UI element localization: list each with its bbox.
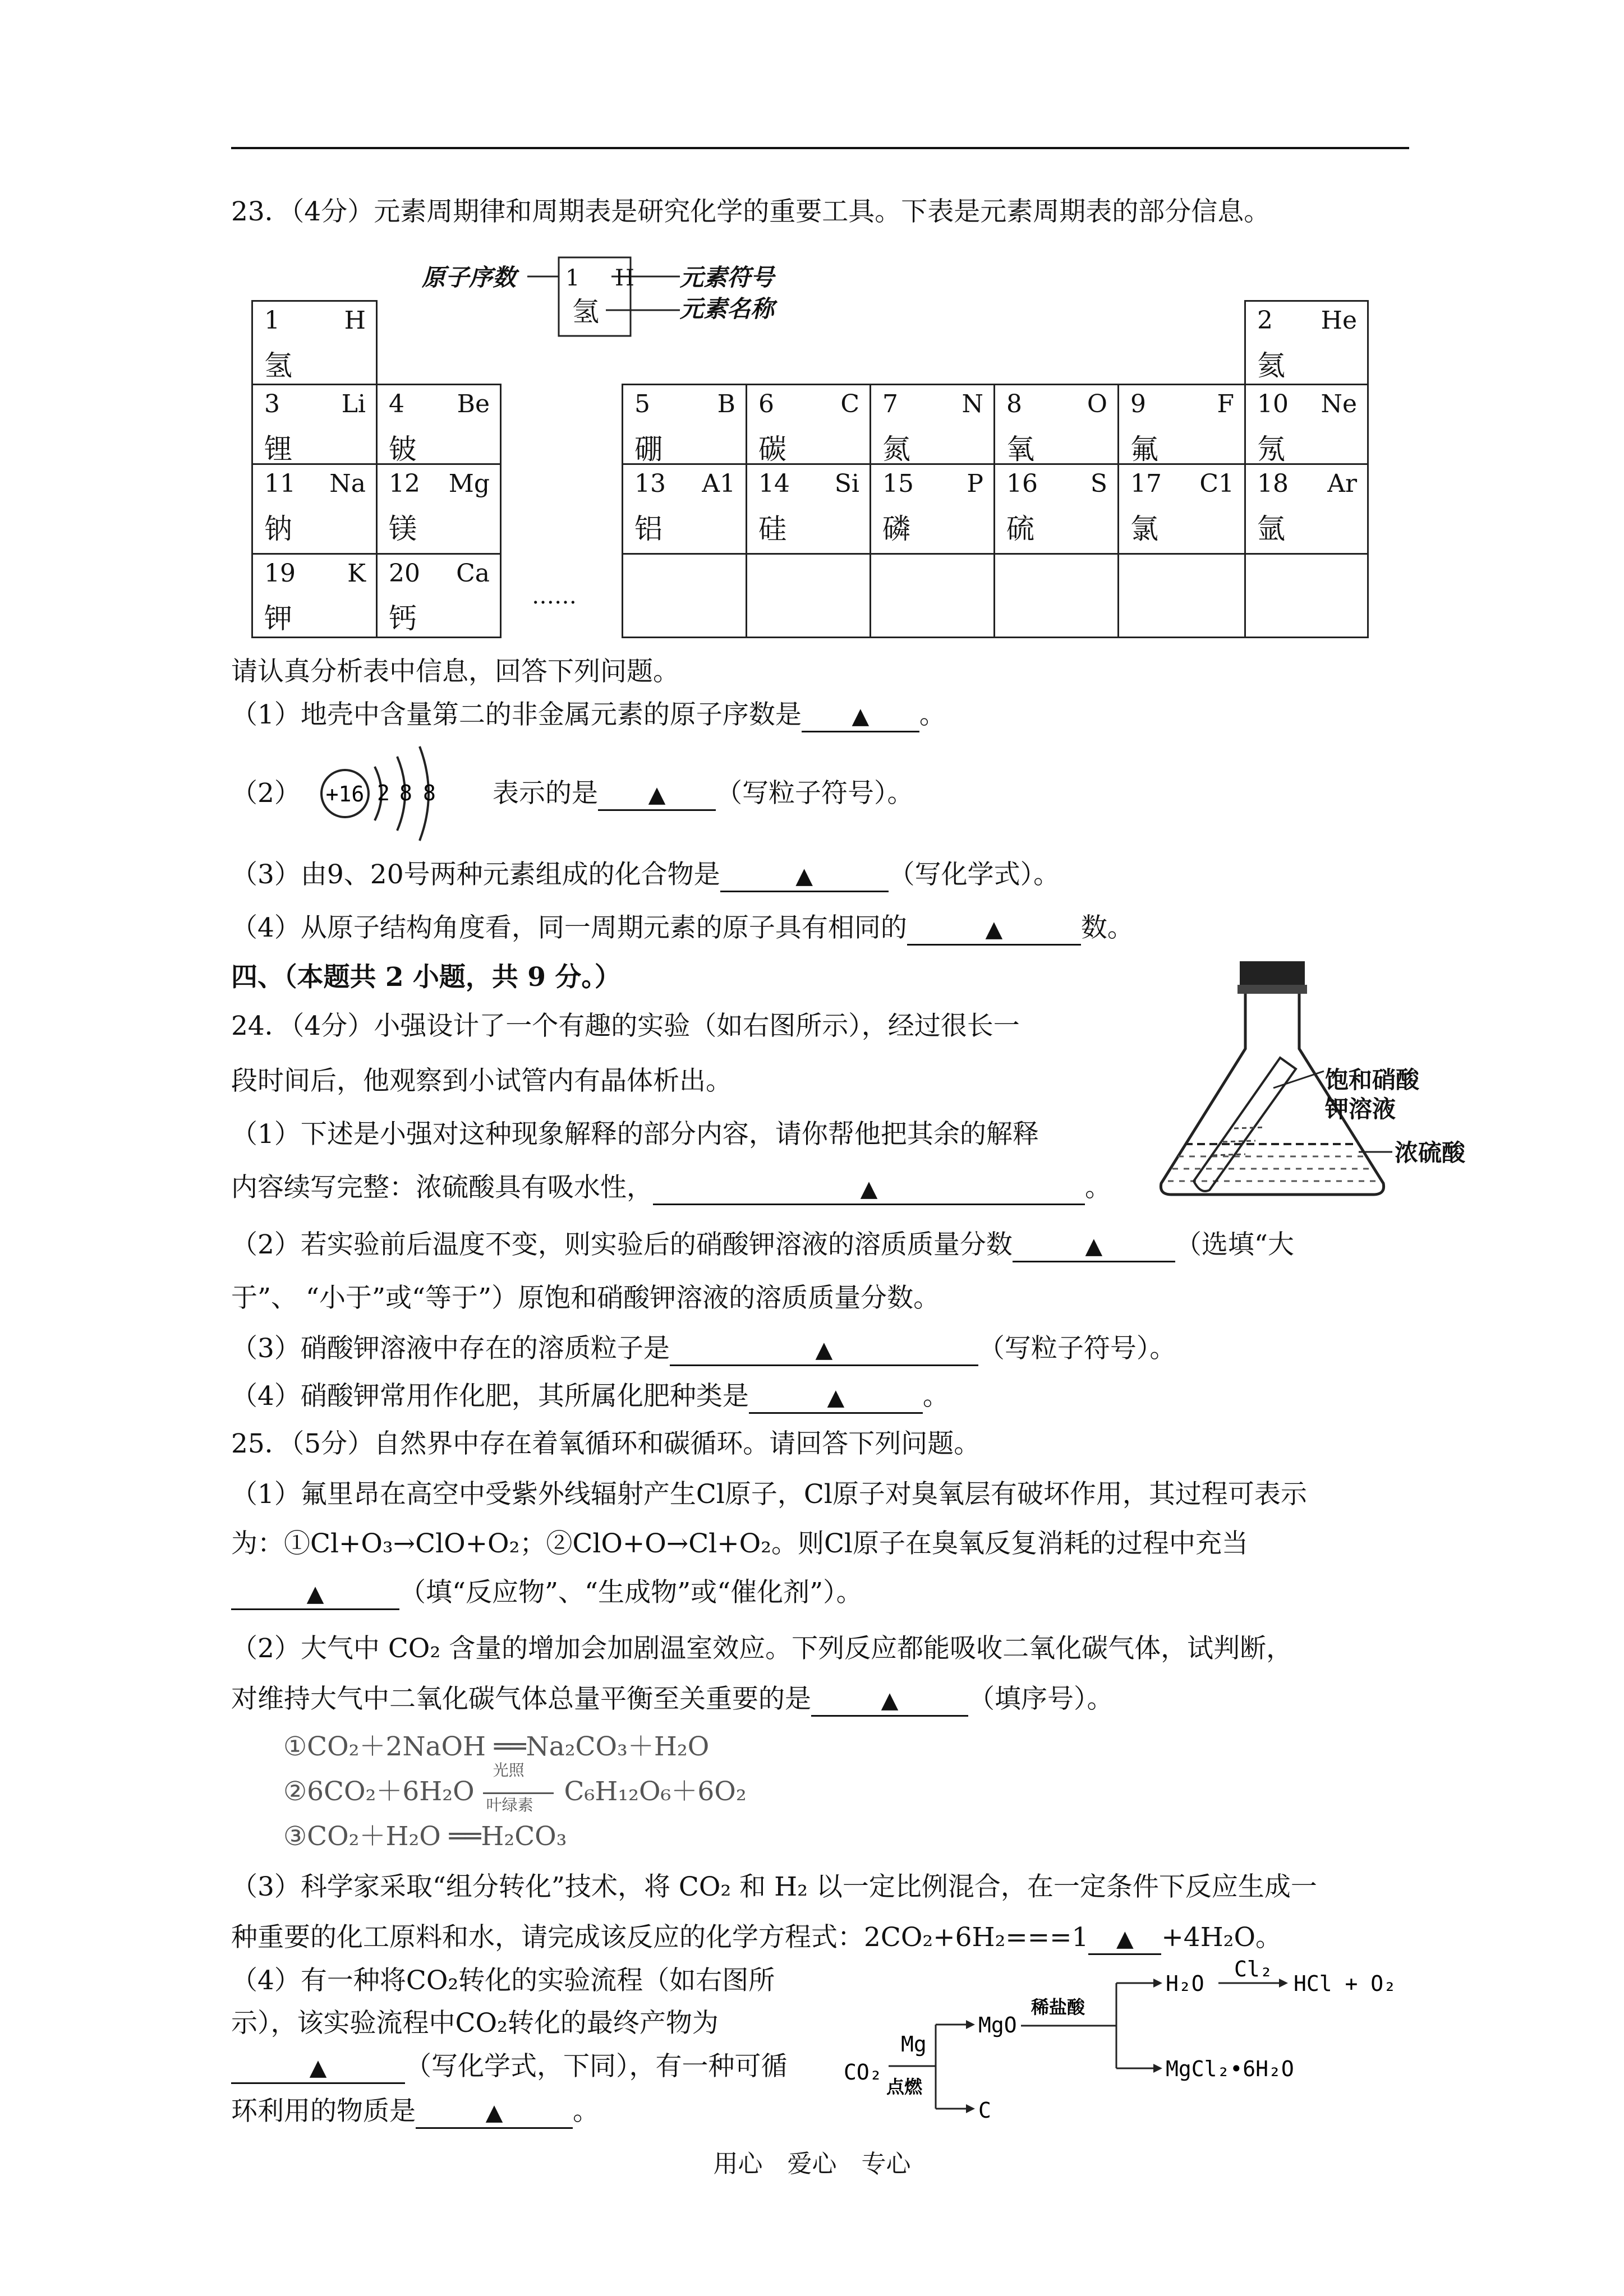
- svg-text:+16: +16: [325, 782, 365, 806]
- atom-structure-diagram: [314, 732, 466, 855]
- element-cell-ne: 10 Ne 氖: [1244, 384, 1369, 465]
- answer-blank[interactable]: ▲: [802, 700, 919, 732]
- equation-3: ③CO₂＋H₂O ══H₂CO₃: [283, 1821, 567, 1852]
- q23-part4: （4）从原子结构角度看，同一周期元素的原子具有相同的 ▲ 数。: [231, 911, 1134, 946]
- q25-line6: 对维持大气中二氧化碳气体总量平衡至关重要的是 ▲ （填序号）。: [231, 1682, 1114, 1717]
- q25-line12: 环利用的物质是 ▲ 。: [231, 2095, 599, 2129]
- flow-mgcl2: MgCl₂•6H₂O: [1166, 2057, 1294, 2081]
- answer-blank[interactable]: ▲: [749, 1382, 923, 1414]
- empty-cell: [1117, 553, 1246, 638]
- empty-cell: [1244, 553, 1369, 638]
- legend-name-label: 元素名称: [680, 295, 775, 322]
- answer-blank[interactable]: ▲: [231, 1578, 399, 1610]
- flow-mgo: MgO: [978, 2013, 1017, 2037]
- answer-blank[interactable]: ▲: [653, 1173, 1085, 1205]
- element-cell-b: 5 B 硼: [622, 384, 747, 465]
- element-cell-al: 13 A1 铝: [622, 463, 747, 555]
- q25-line9: （4）有一种将CO₂转化的实验流程（如右图所: [231, 1965, 775, 1996]
- answer-blank[interactable]: ▲: [231, 2052, 405, 2084]
- element-cell-k: 19 K 钾: [251, 553, 378, 638]
- answer-blank[interactable]: ▲: [907, 914, 1081, 946]
- svg-text:8: 8: [399, 781, 412, 805]
- answer-blank[interactable]: ▲: [416, 2097, 573, 2129]
- q23-intro: 请认真分析表中信息，回答下列问题。: [231, 656, 679, 687]
- element-cell-o: 8 O 氧: [993, 384, 1119, 465]
- element-cell-si: 14 Si 硅: [746, 463, 871, 555]
- q25-line3: 为：①Cl+O₃→ClO+O₂；②ClO+O→Cl+O₂。则Cl原子在臭氧反复消耗的过程中充当: [231, 1528, 1248, 1559]
- flask-diagram: [1139, 959, 1475, 1217]
- q24-line5: （2）若实验前后温度不变，则实验后的硝酸钾溶液的溶质质量分数 ▲ （选填“大: [231, 1228, 1294, 1262]
- table-ellipsis: ……: [532, 583, 577, 609]
- q25-line8: 种重要的化工原料和水，请完成该反应的化学方程式：2CO₂+6H₂===1 ▲ +4H₂O。: [231, 1921, 1282, 1955]
- empty-cell: [746, 553, 871, 638]
- q23-part2: 表示的是 ▲ （写粒子符号）。: [493, 777, 914, 811]
- element-cell-p: 15 P 磷: [869, 463, 995, 555]
- q23-part3: （3）由9、20号两种元素组成的化合物是 ▲ （写化学式）。: [231, 858, 1060, 892]
- answer-blank[interactable]: ▲: [811, 1685, 968, 1717]
- element-cell-h: 1 H 氢: [251, 300, 378, 385]
- legend-example-name: 氢: [572, 296, 600, 328]
- flask-label-saturated: 饱和硝酸: [1325, 1066, 1420, 1094]
- q25-line2: （1）氟里昂在高空中受紫外线辐射产生Cl原子，Cl原子对臭氧层有破坏作用，其过程可表示: [231, 1479, 1307, 1510]
- section4-heading: 四、（本题共 2 小题，共 9 分。）: [231, 962, 621, 993]
- equation-2: ②6CO₂＋6H₂O 光照 叶绿素 C₆H₁₂O₆＋6O₂: [283, 1761, 747, 1814]
- element-cell-s: 16 S 硫: [993, 463, 1119, 555]
- q25-line7: （3）科学家采取“组分转化”技术，将 CO₂ 和 H₂ 以一定比例混合，在一定条件下反应生成一: [231, 1871, 1317, 1902]
- q24-line1: 24．（4分）小强设计了一个有趣的实验（如右图所示），经过很长一: [231, 1011, 1020, 1041]
- empty-cell: [993, 553, 1119, 638]
- answer-blank[interactable]: ▲: [720, 860, 889, 892]
- q25-line5: （2）大气中 CO₂ 含量的增加会加剧温室效应。下列反应都能吸收二氧化碳气体，试判断，: [231, 1633, 1293, 1664]
- element-cell-n: 7 N 氮: [869, 384, 995, 465]
- legend-example-symbol: H: [615, 265, 634, 291]
- answer-blank[interactable]: ▲: [598, 779, 716, 811]
- empty-cell: [869, 553, 995, 638]
- q24-line4: 内容续写完整：浓硫酸具有吸水性， ▲ 。: [231, 1171, 1111, 1205]
- q23-part2-prefix: （2）: [231, 778, 301, 809]
- q24-line8: （4）硝酸钾常用作化肥，其所属化肥种类是 ▲ 。: [231, 1380, 949, 1414]
- page-footer: 用心 爱心 专心: [713, 2150, 911, 2178]
- element-cell-he: 2 He 氦: [1244, 300, 1369, 385]
- flow-co2: CO₂: [844, 2060, 882, 2085]
- q25-line4: ▲ （填“反应物”、“生成物”或“催化剂”）。: [231, 1576, 863, 1610]
- flask-label-acid: 浓硫酸: [1395, 1139, 1466, 1167]
- flow-mg: Mg: [901, 2032, 927, 2057]
- q24-line7: （3）硝酸钾溶液中存在的溶质粒子是 ▲ （写粒子符号）。: [231, 1332, 1176, 1366]
- element-cell-li: 3 Li 锂: [251, 384, 378, 465]
- element-cell-f: 9 F 氟: [1117, 384, 1246, 465]
- q25-line11: ▲ （写化学式，下同），有一种可循: [231, 2050, 788, 2084]
- answer-blank[interactable]: ▲: [1088, 1923, 1161, 1955]
- element-cell-ca: 20 Ca 钙: [376, 553, 502, 638]
- q24-line3: （1）下述是小强对这种现象解释的部分内容，请你帮他把其余的解释: [231, 1119, 1039, 1150]
- equation-1: ①CO₂＋2NaOH ══Na₂CO₃＋H₂O: [283, 1731, 710, 1762]
- flow-ignite: 点燃: [886, 2076, 923, 2097]
- answer-blank[interactable]: ▲: [1013, 1230, 1175, 1262]
- q24-line6: 于”、 “小于”或“等于”）原饱和硝酸钾溶液的溶质质量分数。: [231, 1283, 940, 1313]
- element-cell-mg: 12 Mg 镁: [376, 463, 502, 555]
- legend-symbol-label: 元素符号: [680, 264, 775, 291]
- empty-cell: [622, 553, 747, 638]
- q23-part1: （1）地壳中含量第二的非金属元素的原子序数是 ▲ 。: [231, 698, 946, 732]
- element-cell-be: 4 Be 铍: [376, 384, 502, 465]
- element-cell-c: 6 C 碳: [746, 384, 871, 465]
- element-cell-cl: 17 C1 氯: [1117, 463, 1246, 555]
- answer-blank[interactable]: ▲: [670, 1334, 978, 1366]
- co2-flow-diagram: [841, 1957, 1402, 2126]
- legend-example-number: 1: [565, 265, 580, 291]
- flask-label-kno3: 钾溶液: [1325, 1095, 1396, 1123]
- q24-line2: 段时间后，他观察到小试管内有晶体析出。: [231, 1066, 732, 1096]
- q25-line1: 25．（5分）自然界中存在着氧循环和碳循环。请回答下列问题。: [231, 1428, 981, 1459]
- flow-h2o: H₂O: [1166, 1971, 1204, 1996]
- header-rule: [231, 147, 1409, 149]
- q25-line10: 示），该实验流程中CO₂转化的最终产物为: [231, 2008, 719, 2039]
- element-cell-na: 11 Na 钠: [251, 463, 378, 555]
- legend-diagram: [527, 255, 684, 339]
- flow-hcl-dilute: 稀盐酸: [1031, 1997, 1085, 2018]
- flow-cl2: Cl₂: [1234, 1957, 1273, 1981]
- svg-text:2: 2: [377, 781, 390, 805]
- element-cell-ar: 18 Ar 氩: [1244, 463, 1369, 555]
- flow-c: C: [978, 2098, 991, 2123]
- svg-text:8: 8: [423, 781, 436, 805]
- flow-products: HCl + O₂: [1294, 1971, 1397, 1996]
- legend-atomic-number-label: 原子序数: [422, 264, 517, 291]
- q23-title: 23．（4分）元素周期律和周期表是研究化学的重要工具。下表是元素周期表的部分信息。: [231, 196, 1271, 227]
